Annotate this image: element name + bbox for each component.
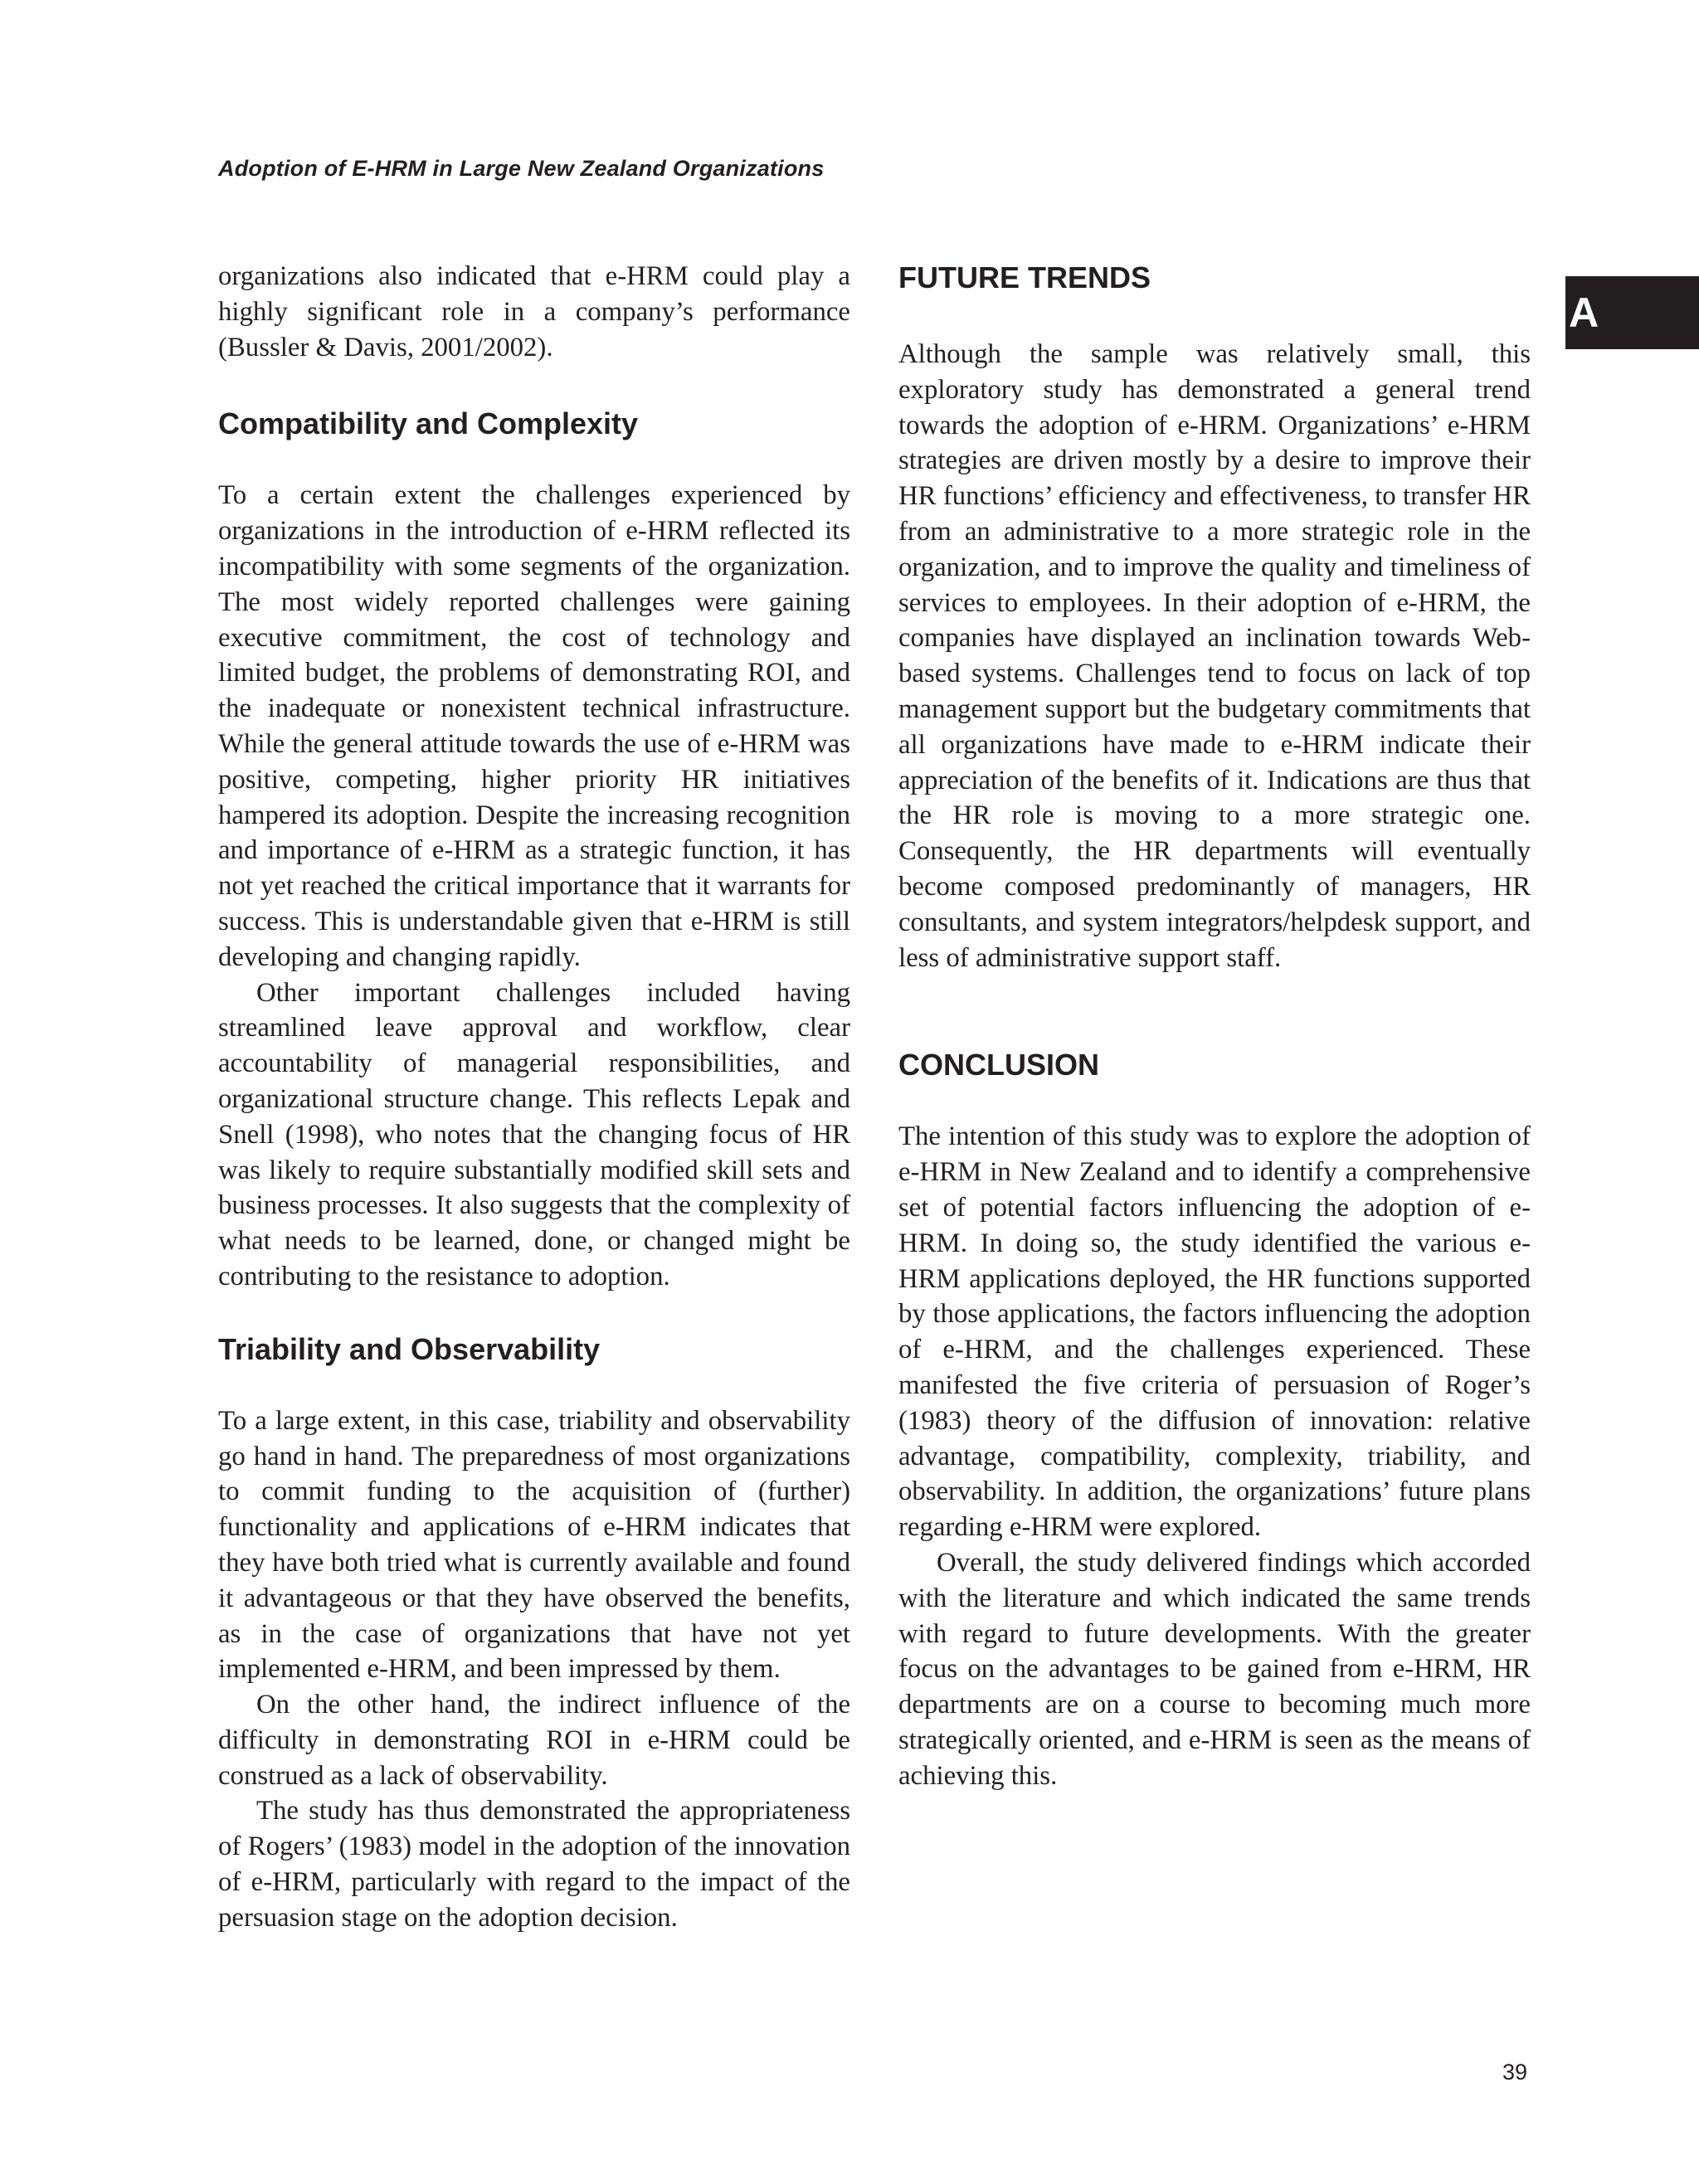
conclusion-paragraph-1: The intention of this study was to explore the adoption of e-HRM in New Zealand and to identify a comprehensive set of potential factors influencing the adoption of e-HRM. In doing so, the study identified the various e-HRM applications deployed, the HR functions supported by those applications, the factors influencing the adoption of e-HRM, and the challenges experienced. These manifested the five criteria of persuasion of Roger’s (1983) theory of the diffusion of innovation: relative advantage, compatibility, complexity, triability, and observability. In addition, the organizations’ future plans regarding e-HRM were explored. [898,1121,1531,1543]
compatibility-heading: Compatibility and Complexity [218,406,639,441]
compatibility-paragraph-2: Other important challenges included having streamlined leave approval and workflow, clear accountability of managerial responsibilities, and organizational structure change. This reflects Lepak and Snell (1998), who notes that the changing focus of HR was likely to require substantially modified skill sets and business processes. It also suggests that the complexity of what needs to be learned, done, or changed might be contributing to the resistance to adoption. [218,977,850,1291]
triability-paragraph-1: To a large extent, in this case, triability and observability go hand in hand. The preparedness of most organizations to commit funding to the acquisition of (further) functionality and applications of e-HRM indicates that they have both tried what is currently available and found it advantageous or that they have observed the benefits, as in the case of organizations that have not yet implemented e-HRM, and been impressed by them. [218,1405,850,1685]
compatibility-paragraph-1: To a certain extent the challenges experienced by organizations in the introduction of e-HRM reflected its incompatibility with some segments of the organization. The most widely reported challenges were gaining executive commitment, the cost of technology and limited budget, the problems of demonstrating ROI, and the inadequate or nonexistent technical infrastructure. While the general attitude towards the use of e-HRM was positive, competing, higher priority HR initiatives hampered its adoption. Despite the increasing recognition and importance of e-HRM as a strategic function, it has not yet reached the critical importance that it warrants for success. This is understandable given that e-HRM is still developing and changing rapidly. [218,480,850,972]
section-tab-letter: A [1569,289,1599,336]
triability-heading: Triability and Observability [218,1331,601,1366]
page-number: 39 [1502,2060,1528,2084]
left-column [218,259,850,1936]
intro-paragraph: organizations also indicated that e-HRM could play a highly significant role in a company’s performance (Bussler & Davis, 2001/2002). [218,261,850,362]
future-trends-heading: FUTURE TRENDS [898,260,1151,294]
triability-paragraph-3: The study has thus demonstrated the appropriateness of Rogers’ (1983) model in the adoption of the innovation of e-HRM, particularly with regard to the impact of the persuasion stage on the adoption decision. [218,1796,850,1933]
conclusion-heading: CONCLUSION [898,1048,1099,1082]
running-head: Adoption of E-HRM in Large New Zealand Organizations [218,156,825,181]
section-tab [1565,276,1699,349]
conclusion-paragraph-2: Overall, the study delivered findings which accorded with the literature and which indicated the same trends with regard to future developments. With the greater focus on the advantages to be gained from e-HRM, HR departments are on a course to becoming much more strategically oriented, and e-HRM is seen as the means of achieving this. [898,1547,1531,1791]
future-trends-paragraph: Although the sample was relatively small, this exploratory study has demonstrated a general trend towards the adoption of e-HRM. Organizations’ e-HRM strategies are driven mostly by a desire to improve their HR functions’ efficiency and effectiveness, to transfer HR from an administrative to a more strategic role in the organization, and to improve the quality and timeliness of services to employees. In their adoption of e-HRM, the companies have displayed an inclination towards Web-based systems. Challenges tend to focus on lack of top management support but the budgetary commitments that all organizations have made to e-HRM indicate their appreciation of the benefits of it. Indications are thus that the HR role is moving to a more strategic one. Consequently, the HR departments will eventually become composed predominantly of managers, HR consultants, and system integrators/helpdesk support, and less of administrative support staff. [898,339,1531,973]
triability-paragraph-2: On the other hand, the indirect influence of the difficulty in demonstrating ROI in e-HRM could be construed as a lack of observability. [218,1690,850,1791]
right-column [898,260,1531,1793]
